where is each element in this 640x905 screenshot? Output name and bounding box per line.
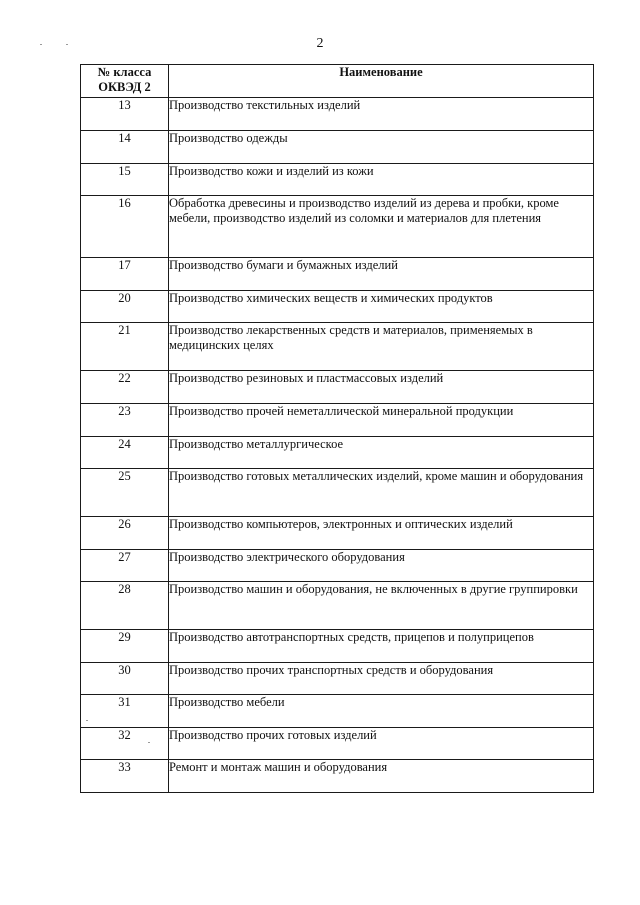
table-row bbox=[81, 196, 594, 258]
okved-class-code: 26 bbox=[81, 517, 169, 550]
column-header-name: Наименование bbox=[169, 65, 594, 98]
okved-class-code: 29 bbox=[81, 630, 169, 663]
table-row bbox=[81, 469, 594, 517]
column-header-code-line2: ОКВЭД 2 bbox=[98, 80, 151, 94]
table-row bbox=[81, 291, 594, 323]
okved-class-name: Ремонт и монтаж машин и оборудования bbox=[169, 760, 594, 793]
table-row bbox=[81, 760, 594, 793]
scan-speck bbox=[66, 44, 68, 45]
okved-class-name: Производство автотранспортных средств, прицепов и полуприцепов bbox=[169, 630, 594, 663]
okved-class-name: Производство бумаги и бумажных изделий bbox=[169, 258, 594, 291]
table-row bbox=[81, 728, 594, 760]
table-row bbox=[81, 695, 594, 728]
okved-class-code: 22 bbox=[81, 371, 169, 404]
okved-class-code: 13 bbox=[81, 98, 169, 131]
okved-class-code: 21 bbox=[81, 323, 169, 371]
okved-class-code: 25 bbox=[81, 469, 169, 517]
okved-class-name: Обработка древесины и производство изделий из дерева и пробки, кроме мебели, производство изделий из соломки и материалов для плетения bbox=[169, 196, 594, 258]
okved-class-code: 23 bbox=[81, 404, 169, 437]
okved-class-code: 33 bbox=[81, 760, 169, 793]
okved-class-name: Производство компьютеров, электронных и оптических изделий bbox=[169, 517, 594, 550]
okved-class-name: Производство прочей неметаллической минеральной продукции bbox=[169, 404, 594, 437]
column-header-code bbox=[81, 65, 169, 98]
table-row bbox=[81, 371, 594, 404]
okved-class-code: 30 bbox=[81, 663, 169, 695]
okved-class-code: 32 bbox=[81, 728, 169, 760]
table-row bbox=[81, 98, 594, 131]
okved-class-name: Производство лекарственных средств и материалов, применяемых в медицинских целях bbox=[169, 323, 594, 371]
okved-class-name: Производство мебели bbox=[169, 695, 594, 728]
table-row bbox=[81, 404, 594, 437]
okved-class-name: Производство химических веществ и химических продуктов bbox=[169, 291, 594, 323]
okved-class-name: Производство резиновых и пластмассовых изделий bbox=[169, 371, 594, 404]
okved-class-code: 27 bbox=[81, 550, 169, 582]
okved-class-code: 16 bbox=[81, 196, 169, 258]
table-row bbox=[81, 131, 594, 164]
table-body bbox=[81, 98, 594, 793]
okved-class-code: 24 bbox=[81, 437, 169, 469]
okved-class-code: 15 bbox=[81, 164, 169, 196]
table-row bbox=[81, 663, 594, 695]
okved-class-name: Производство прочих транспортных средств и оборудования bbox=[169, 663, 594, 695]
table-row bbox=[81, 437, 594, 469]
table-row bbox=[81, 517, 594, 550]
okved-class-name: Производство готовых металлических изделий, кроме машин и оборудования bbox=[169, 469, 594, 517]
table-row bbox=[81, 550, 594, 582]
okved-class-name: Производство текстильных изделий bbox=[169, 98, 594, 131]
table-row bbox=[81, 258, 594, 291]
okved-class-name: Производство машин и оборудования, не включенных в другие группировки bbox=[169, 582, 594, 630]
okved-class-name: Производство прочих готовых изделий bbox=[169, 728, 594, 760]
okved-class-name: Производство металлургическое bbox=[169, 437, 594, 469]
scan-speck bbox=[40, 44, 42, 45]
table-row bbox=[81, 323, 594, 371]
okved-class-code: 17 bbox=[81, 258, 169, 291]
okved-class-code: 31 bbox=[81, 695, 169, 728]
page-number: 2 bbox=[316, 36, 324, 51]
okved-class-code: 14 bbox=[81, 131, 169, 164]
column-header-code-line1: № класса bbox=[97, 65, 152, 79]
okved-class-name: Производство кожи и изделий из кожи bbox=[169, 164, 594, 196]
table-row bbox=[81, 582, 594, 630]
okved-table bbox=[80, 64, 594, 793]
table-header-row bbox=[81, 65, 594, 98]
table-row bbox=[81, 164, 594, 196]
table-row bbox=[81, 630, 594, 663]
okved-class-name: Производство электрического оборудования bbox=[169, 550, 594, 582]
okved-class-name: Производство одежды bbox=[169, 131, 594, 164]
okved-class-code: 20 bbox=[81, 291, 169, 323]
okved-class-code: 28 bbox=[81, 582, 169, 630]
